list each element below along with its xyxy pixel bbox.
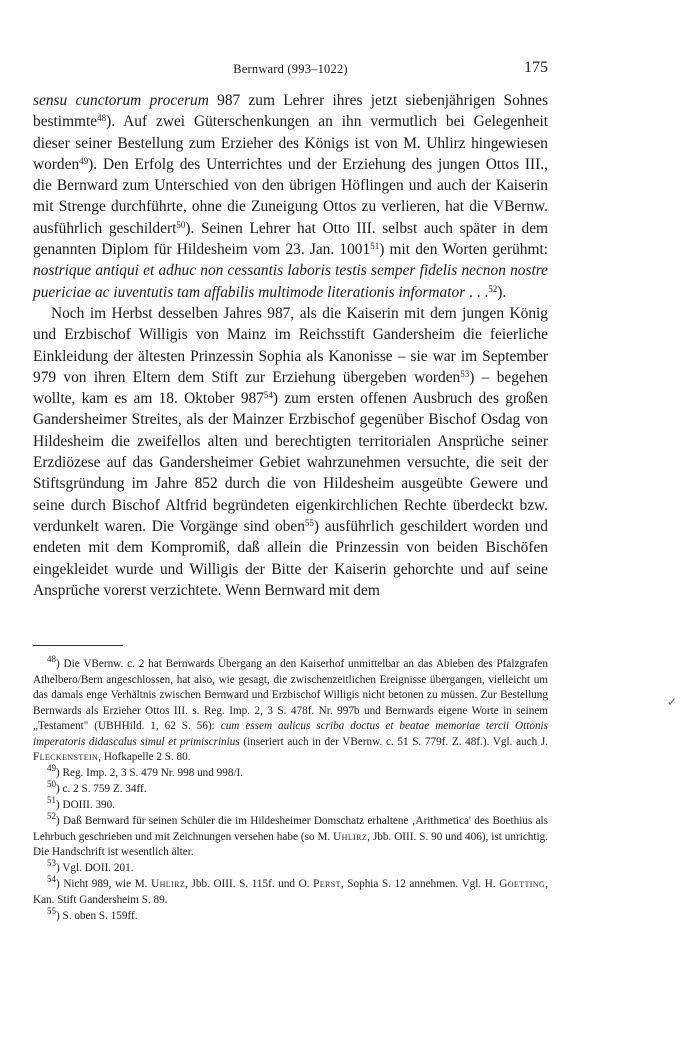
footnote-number: 55: [47, 905, 56, 916]
author-name: Fleckenstein: [33, 751, 99, 763]
page-number: 175: [524, 59, 548, 76]
footnote-number: 49: [47, 763, 56, 773]
footnote-55: [33, 905, 548, 925]
text-run: ) Daß Bernward für seinen Schüler die im Hildesheimer Domschatz erhaltene ‚Arithmetica' des Boethius als Lehrbuch geschrieben und mit Zeichnungen versehen habe (so M.: [33, 815, 548, 843]
footnote-number: 54: [47, 874, 56, 884]
paragraph-1: [33, 90, 548, 303]
footnote-ref[interactable]: 48: [97, 113, 107, 124]
text-run: ) c. 2 S. 759 Z. 34ff.: [56, 783, 147, 795]
footnote-divider: [33, 645, 123, 646]
text-run: ) DOIII. 390.: [56, 799, 116, 811]
text-run: . . .: [465, 283, 489, 301]
text-run: ) mit den Worten gerühmt:: [379, 241, 549, 259]
text-run: ). Auf zwei Güterschenkungen an ihn vermutlich bei Gelegenheit dieser seiner Bestellung zum Erzieher des Königs ist von M. Uhlirz hingewiesen worden: [33, 113, 548, 173]
text-run: ) Nicht 989, wie M.: [56, 878, 152, 890]
author-name: Uhlirz: [151, 878, 186, 890]
margin-check-mark: ✓: [667, 695, 678, 709]
text-run: , Jbb. OIII. S. 115f. und O.: [185, 878, 314, 890]
text-run: , Sophia S. 12 annehmen. Vgl. H.: [340, 878, 500, 890]
text-run: ).: [497, 283, 507, 301]
latin-quote: nostrique antiqui et adhuc non cessantis laboris testis semper fidelis necnon nostre puericiae ac iuventutis tam affabilis multimode literationis informator: [33, 262, 548, 301]
text-run: , Hofkapelle 2 S. 80.: [98, 751, 191, 763]
text-run: Noch im Herbst desselben Jahres 987, als die Kaiserin mit dem jungen König und Erzbischof Willigis von Mainz im Reichsstift Gandersheim die feierliche Einkleidung der ältesten Prinzessin Sophia als Kanonisse – sie war im September 979 von ihren Eltern dem Stift zur Erziehung übergeben worden: [33, 304, 548, 386]
page-header: [33, 60, 548, 80]
text-run: ) ausführlich geschildert worden und endeten mit dem Kompromiß, daß allein die Prinzessin von beiden Bischöfen eingekleidet wurde und Willigis der Bitte der Kaiserin gehorchte und auf seine Ansprüche vorerst verzichtete. Wenn Bernward mit dem: [33, 517, 548, 599]
latin-phrase: sensu cunctorum procerum: [33, 92, 209, 109]
footnote-number: 50: [47, 779, 56, 789]
text-run: (inseriert auch in der VBernw. c. 51 S. 779f. Z. 48f.). Vgl. auch J.: [239, 735, 549, 748]
footnote-ref[interactable]: 53: [460, 368, 470, 379]
body-text: [33, 90, 548, 601]
footnote-ref[interactable]: 54: [263, 390, 273, 401]
text-run: ). Den Erfolg des Unterrichtes und der Erziehung des jungen Ottos III., die Bernward zum Unterschied von den übrigen Höflingen und auch der Kaiserin mit Strenge durchführte, ohne die Zuneigung Ottos zu verlieren, hat die VBernw. ausführlich geschildert: [33, 155, 548, 237]
footnote-number: 53: [47, 858, 56, 868]
footnote-ref[interactable]: 51: [370, 241, 380, 252]
author-name: Goetting: [499, 878, 546, 890]
footnote-number: 52: [47, 811, 56, 821]
footnote-54: [33, 874, 548, 908]
footnote-ref[interactable]: 49: [79, 155, 89, 166]
text-run: 987 zum Lehrer ihres jetzt siebenjährigen Sohnes bestimmte: [33, 92, 548, 131]
footnote-49: [33, 763, 548, 782]
text-run: ) zum ersten offenen Ausbruch des großen Gandersheimer Streites, als der Mainzer Erzbischof gegenüber Bischof Osdag von Hildesheim die zweifellos alten und berechtigten territorialen Ansprüche seiner Erzdiözese auf das Gandersheimer Gebiet wahrzunehmen versuchte, die seit der Stiftsgründung im Jahre 852 durch die von Hildesheim ausgeübte Gewere und seine durch Bischof Altfrid begründeten eigenkirchlichen Rechte überdeckt bzw. verdunkelt waren. Die Vorgänge sind oben: [33, 390, 548, 535]
footnote-51: [33, 795, 548, 814]
footnote-50: [33, 779, 548, 798]
footnote-48: [33, 654, 549, 766]
footnote-53: [33, 858, 548, 877]
footnote-number: 48: [47, 654, 56, 664]
author-name: Uhlirz: [333, 830, 368, 843]
text-run: ) – begehen wollte, kam es am 18. Oktober 987: [33, 368, 548, 408]
text-run: ). Seinen Lehrer hat Otto III. selbst auch später in dem genannten Diplom für Hildesheim vom 23. Jan. 1001: [33, 219, 549, 259]
paragraph-2: [33, 303, 548, 601]
footnotes: [33, 654, 549, 925]
running-title: Bernward (993–1022): [233, 62, 348, 76]
footnote-ref[interactable]: 50: [176, 219, 186, 230]
text-run: , Kan. Stift Gandersheim S. 89.: [33, 878, 548, 906]
text-run: ) S. oben S. 159ff.: [56, 909, 138, 922]
latin-quote: cum essem aulicus scriba doctus et beatae memoriae tercii Ottonis imperatoris didascalus simul et primiscrinius: [33, 720, 548, 748]
text-run: ) Vgl. DOII. 201.: [56, 862, 134, 874]
footnote-ref[interactable]: 52: [488, 283, 498, 294]
footnote-52: [33, 811, 548, 861]
text-run: ) Die VBernw. c. 2 hat Bernwards Übergang an den Kaiserhof unmittelbar an das Ableben des Pfalzgrafen Athelbero/Bern angeschlossen, hat also, wie gesagt, die zwischenzeitlichen Ereignisse übergangen, vielleicht um das damals enge Verhältnis zwischen Bernward und Erzbischof Willigis nicht betonen zu müssen. Zur Bestellung Bernwards als Erzieher Ottos III. s. Reg. Imp. 2, 3 S. 478f. Nr. 997b und Bernwards eigene Worte in seinem „Testament" (UBHHild. 1, 62 S. 56):: [33, 658, 548, 732]
footnote-number: 51: [47, 795, 56, 805]
text-run: , Jbb. OIII. S. 90 und 406), ist unrichtig. Die Handschrift ist wesentlich älter.: [33, 830, 548, 858]
text-run: ) Reg. Imp. 2, 3 S. 479 Nr. 998 und 998/I.: [56, 767, 244, 779]
author-name: Perst: [313, 878, 341, 890]
footnote-ref[interactable]: 55: [304, 517, 314, 528]
